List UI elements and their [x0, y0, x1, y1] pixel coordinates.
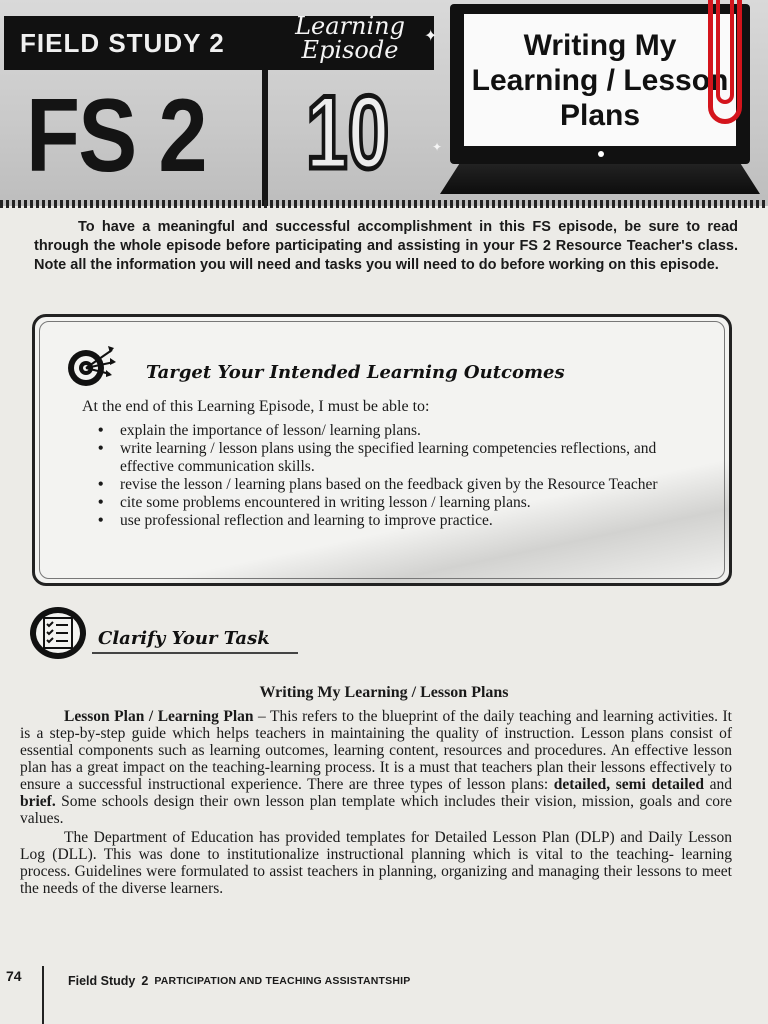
banner-border	[0, 200, 768, 208]
target-icon	[66, 340, 116, 390]
list-item: • revise the lesson / learning plans based on the feedback given by the Resource Teacher	[96, 476, 712, 494]
clarify-underline	[92, 652, 298, 654]
sparkle-icon: ✦	[432, 140, 443, 154]
list-item: • use professional reflection and learning to improve practice.	[96, 512, 712, 530]
episode-title: Writing My Learning / Lesson Plans	[471, 28, 729, 132]
footer-subtitle: PARTICIPATION AND TEACHING ASSISTANTSHIP	[154, 975, 411, 987]
body-title: Writing My Learning / Lesson Plans	[259, 684, 509, 701]
outcomes-heading: Target Your Intended Learning Outcomes	[146, 362, 565, 383]
list-item: • explain the importance of lesson/ learning plans.	[96, 422, 712, 440]
clarify-heading: Clarify Your Task	[98, 628, 270, 649]
lesson-plan-type-brief: brief.	[20, 793, 56, 810]
footer-book: Field Study	[68, 974, 136, 988]
episode-number: 10	[306, 75, 390, 191]
footer-caption	[68, 974, 410, 988]
monitor-screen	[464, 14, 736, 146]
intro-paragraph: To have a meaningful and successful accomplishment in this FS episode, be sure to read through the whole episode before participating and assisting in your FS 2 Resource Teacher's class. Note all the information you will need and tasks you will need to do before working on this episode.	[34, 219, 738, 273]
list-item: • cite some problems encountered in writing lesson / learning plans.	[96, 494, 712, 512]
list-item: • write learning / lesson plans using the specified learning competencies reflections, and effective communication skills.	[96, 440, 712, 476]
series-label: FIELD STUDY 2	[20, 28, 225, 58]
outcomes-list	[96, 422, 712, 530]
sparkle-icon: ✦	[424, 26, 438, 45]
monitor-power-dot	[598, 151, 604, 157]
header-divider	[262, 70, 268, 206]
term: Lesson Plan / Learning Plan	[64, 708, 254, 725]
lesson-plan-types: detailed, semi detailed	[553, 776, 705, 793]
paragraph: The Department of Education has provided templates for Detailed Lesson Plan (DLP) and Daily Lesson Log (DLL). This was done to institutionalize instructional planning which is vital to the teaching- learning process. Guidelines were formulated to assist teachers in planning, organizing and managing their lessons to meet the needs of the diverse learners.	[20, 829, 732, 897]
outcomes-lead: At the end of this Learning Episode, I must be able to:	[82, 398, 430, 415]
page-number: 74	[6, 968, 22, 984]
body-text	[20, 708, 732, 899]
monitor-keyboard-base	[440, 164, 760, 194]
episode-script-label: Learning Episode	[295, 12, 405, 64]
paperclip-inner-loop	[716, 0, 734, 104]
footer-divider	[42, 966, 44, 1024]
paragraph: Lesson Plan / Learning Plan – This refers to the blueprint of the daily teaching and learning activities. It is a step-by-step guide which helps teachers in maintaining the quality of instruction. Lesson plans consist of essential components such as learning outcomes, learning content, resources and procedures. An effective lesson plan has a great impact on the teaching-learning process. It is a must that teachers plan their lessons effectively to ensure a successful instructional experience. There are three types of lesson plans: detailed, semi detailed and brief. Some schools design their own lesson plan template which includes their vision, mission, goals and core values.	[20, 708, 732, 827]
course-code: FS 2	[26, 78, 206, 194]
footer-book-mark: 2	[141, 974, 149, 988]
checklist-icon	[28, 604, 90, 662]
